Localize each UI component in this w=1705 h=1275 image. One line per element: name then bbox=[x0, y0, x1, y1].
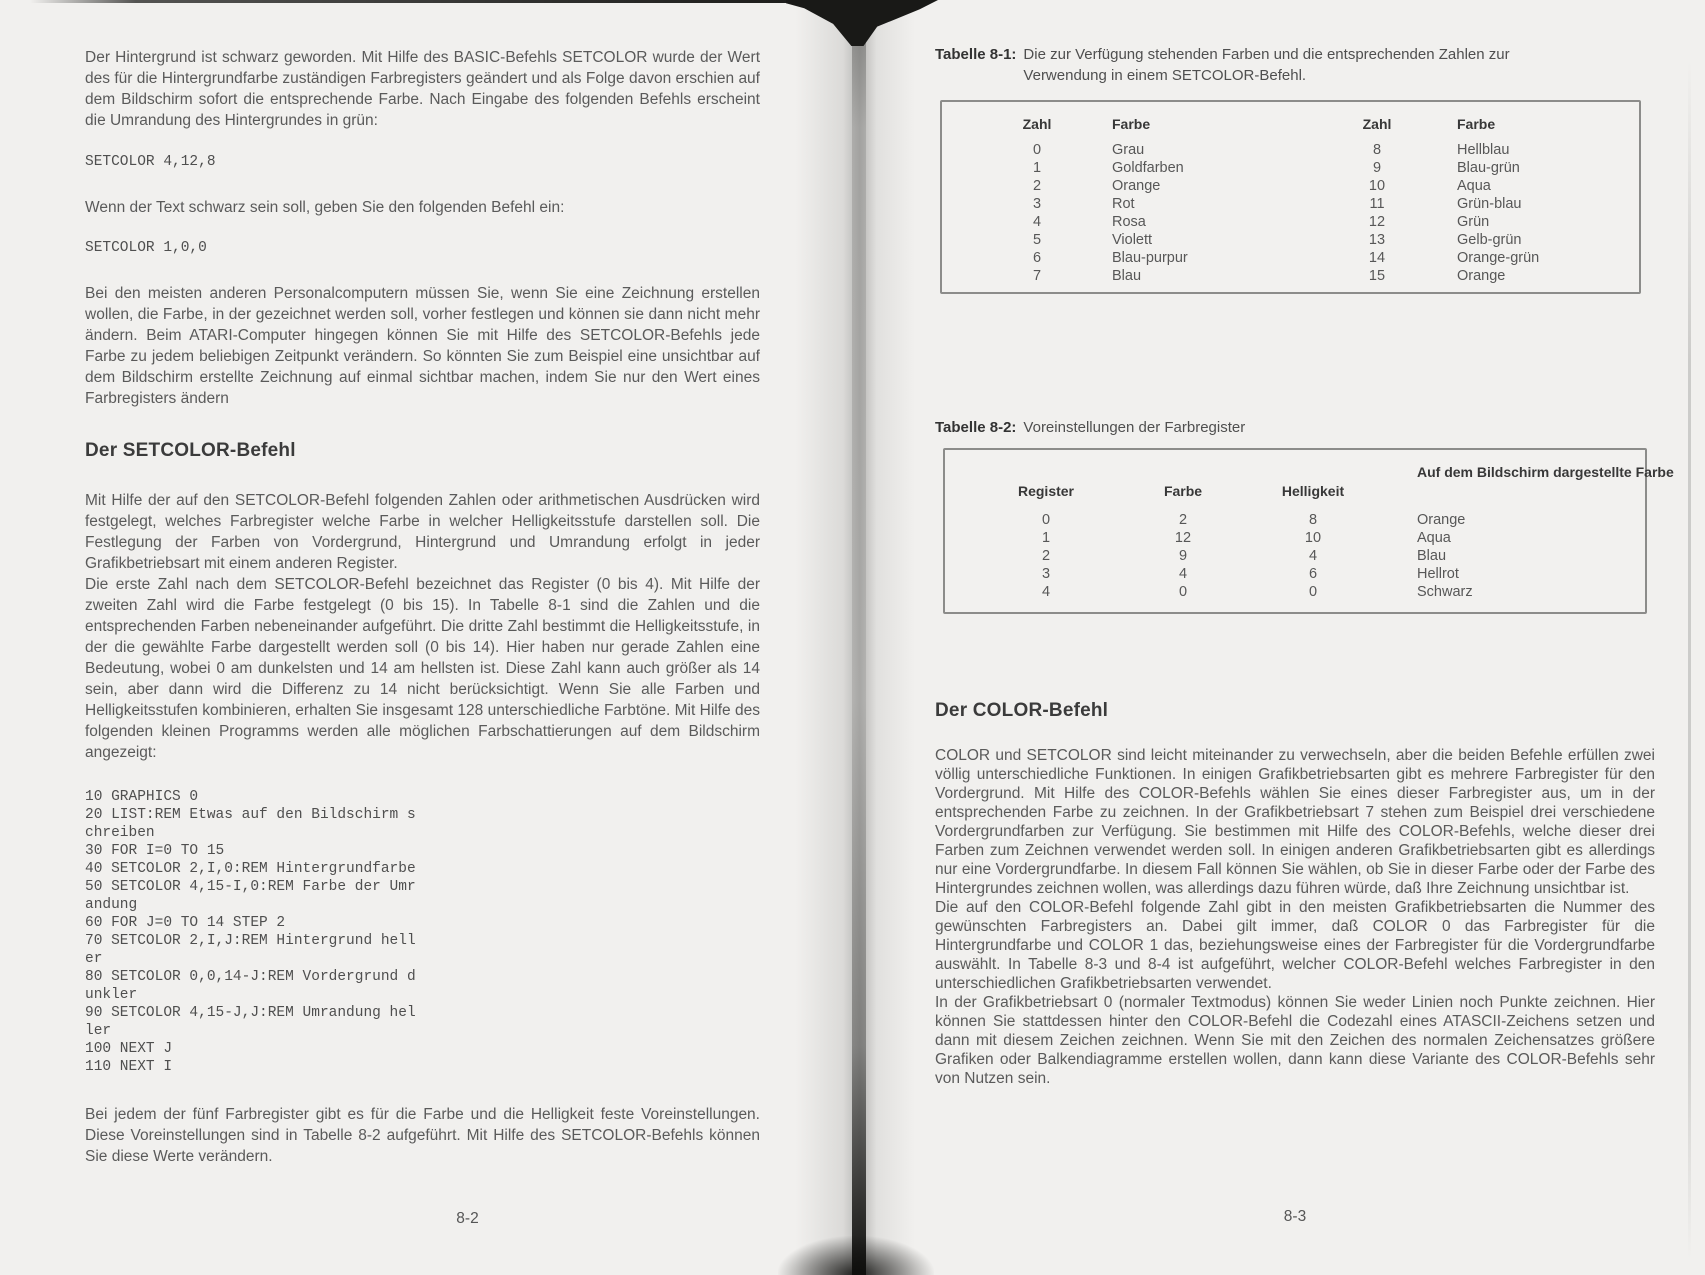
table-cell: Blau bbox=[1417, 548, 1447, 564]
table-cell: Orange bbox=[1112, 178, 1161, 194]
paragraph-text: In der Grafikbetriebsart 0 (normaler Textmodus) können Sie weder Linien noch Punkte zeichnen. Hier können Sie stattdessen hinter den COLOR-Befehl die Codezahl eines ATASCII-Zeichens setzen und dann mit diesem Zeichen zeichnen. Wenn Sie mit den Zeichen des normalen Zeichensatzes größere Grafiken oder Balkendiagramme erstellen wollen, dann kann diese Variante des COLOR-Befehls sehr von Nutzen sein. bbox=[935, 994, 1655, 1087]
table-cell: 1 bbox=[1041, 530, 1051, 546]
table-row bbox=[942, 196, 1639, 214]
table-cell: Schwarz bbox=[1417, 584, 1473, 600]
table-cell: 9 bbox=[1178, 548, 1188, 564]
paragraph-closing bbox=[85, 1104, 760, 1167]
table-cell: 6 bbox=[1032, 250, 1042, 266]
table-cell: 15 bbox=[1368, 268, 1386, 284]
page-stack-edge-artifact bbox=[1688, 60, 1691, 1260]
table-cell: 10 bbox=[1368, 178, 1386, 194]
paragraph-text: Bei den meisten anderen Personalcomputern müssen Sie, wenn Sie eine Zeichnung erstellen wollen, die Farbe, in der gezeichnet werden soll, vorher festlegen und können sie dann nicht mehr ändern. Beim ATARI-Computer hingegen können Sie mit Hilfe des SETCOLOR-Befehls jede Farbe zu jedem beliebigen Zeitpunkt verändern. So könnten Sie zum Beispiel eine unsichtbar auf dem Bildschirm erstellte Zeichnung auf einmal sichtbar machen, indem Sie nur den Wert eines Farbregisters ändern bbox=[85, 285, 760, 407]
column-header: Farbe bbox=[1163, 483, 1203, 499]
table-cell: 8 bbox=[1308, 512, 1318, 528]
table-row bbox=[942, 214, 1639, 232]
listing-line: andung bbox=[85, 897, 138, 913]
table-cell: Aqua bbox=[1457, 178, 1491, 194]
table-cell: 10 bbox=[1304, 530, 1322, 546]
listing-line: 30 FOR I=0 TO 15 bbox=[85, 843, 225, 859]
table-row bbox=[945, 512, 1645, 530]
section-heading-setcolor: Der SETCOLOR-Befehl bbox=[85, 440, 296, 461]
listing-line: 60 FOR J=0 TO 14 STEP 2 bbox=[85, 915, 286, 931]
table-row bbox=[942, 142, 1639, 160]
table-row bbox=[942, 250, 1639, 268]
basic-command-setcolor-1-0-0: SETCOLOR 1,0,0 bbox=[85, 240, 207, 256]
table-cell: Orange bbox=[1417, 512, 1466, 528]
page-number-left: 8-2 bbox=[456, 1210, 479, 1227]
table-row bbox=[945, 530, 1645, 548]
table-cell: 5 bbox=[1032, 232, 1042, 248]
table-cell: 4 bbox=[1041, 584, 1051, 600]
table-row bbox=[945, 566, 1645, 584]
program-listing bbox=[85, 788, 760, 1076]
table-cell: 12 bbox=[1368, 214, 1386, 230]
table-cell: 2 bbox=[1178, 512, 1188, 528]
page-number-right: 8-3 bbox=[1283, 1208, 1307, 1225]
table-cell: 11 bbox=[1369, 196, 1385, 212]
table-caption-label: Tabelle 8-1: bbox=[935, 46, 1017, 63]
table-cell: Blau-grün bbox=[1457, 160, 1520, 176]
table-8-2 bbox=[943, 448, 1674, 614]
listing-line: 100 NEXT J bbox=[85, 1041, 173, 1057]
table-cell: Hellrot bbox=[1417, 566, 1459, 582]
table-cell: Orange bbox=[1457, 268, 1506, 284]
table-cell: Grün-blau bbox=[1457, 196, 1522, 212]
section-body-color bbox=[935, 746, 1655, 1088]
table-cell: 7 bbox=[1032, 268, 1042, 284]
table-8-1 bbox=[940, 100, 1641, 294]
paragraph-text: Die auf den COLOR-Befehl folgende Zahl gibt in den meisten Grafikbetriebsarten die Nummer des gewünschten Farbregisters an. Dabei gilt immer, daß COLOR 0 das Farbregister für die Hintergrundfarbe und COLOR 1 das, beziehungsweise eines der Farbregister für die Vordergrundfarbe auswählt. In Tabelle 8-3 und 8-4 ist aufgeführt, welcher COLOR-Befehl welches Farbregister in den unterschiedlichen Grafikbetriebsarten verwendet. bbox=[935, 899, 1655, 992]
section-heading-color: Der COLOR-Befehl bbox=[935, 700, 1109, 721]
table-cell: 14 bbox=[1368, 250, 1386, 266]
column-header: Zahl bbox=[1362, 116, 1392, 132]
listing-line: 70 SETCOLOR 2,I,J:REM Hintergrund hell bbox=[85, 933, 416, 949]
listing-line: 110 NEXT I bbox=[85, 1059, 173, 1075]
table-cell: 13 bbox=[1368, 232, 1386, 248]
table-cell: 2 bbox=[1041, 548, 1051, 564]
table-cell: 12 bbox=[1174, 530, 1192, 546]
table-cell: 1 bbox=[1032, 160, 1042, 176]
column-header: Register bbox=[1017, 483, 1075, 499]
column-header: Farbe bbox=[1457, 116, 1496, 132]
listing-line: er bbox=[85, 951, 103, 967]
listing-line: unkler bbox=[85, 987, 138, 1003]
table-cell: Aqua bbox=[1417, 530, 1451, 546]
table-cell: 4 bbox=[1308, 548, 1318, 564]
column-header: Zahl bbox=[1022, 116, 1052, 132]
listing-line: ler bbox=[85, 1023, 112, 1039]
table-cell: 4 bbox=[1032, 214, 1042, 230]
table-cell: 3 bbox=[1041, 566, 1051, 582]
table-cell: 6 bbox=[1308, 566, 1318, 582]
table-cell: 0 bbox=[1178, 584, 1188, 600]
table-caption-text: Die zur Verfügung stehenden Farben und die entsprechenden Zahlen zur Verwendung in einem SETCOLOR-Befehl. bbox=[1023, 46, 1510, 84]
listing-line: 50 SETCOLOR 4,15-I,0:REM Farbe der Umr bbox=[85, 879, 416, 895]
column-header: Auf dem Bildschirm dargestellte Farbe bbox=[1417, 464, 1674, 480]
listing-line: 90 SETCOLOR 4,15-J,J:REM Umrandung hel bbox=[85, 1005, 416, 1021]
table-cell: 4 bbox=[1178, 566, 1188, 582]
table-cell: Orange-grün bbox=[1457, 250, 1540, 266]
table-header-row bbox=[942, 116, 1639, 134]
table-row bbox=[945, 548, 1645, 566]
table-8-2-caption bbox=[935, 417, 1655, 438]
table-cell: 8 bbox=[1372, 142, 1382, 158]
listing-line: chreiben bbox=[85, 825, 155, 841]
table-cell: 3 bbox=[1032, 196, 1042, 212]
table-caption-label: Tabelle 8-2: bbox=[935, 419, 1017, 436]
table-row bbox=[942, 160, 1639, 178]
table-cell: Grün bbox=[1457, 214, 1490, 230]
table-row bbox=[942, 268, 1639, 286]
paragraph-text: Die erste Zahl nach dem SETCOLOR-Befehl bezeichnet das Register (0 bis 4). Mit Hilfe der zweiten Zahl wird die Farbe festgelegt (0 bis 15). In Tabelle 8-1 sind die Zahlen und die entsprechenden Farben nebeneinander aufgeführt. Die dritte Zahl bestimmt die Helligkeitsstufe, in der die gewählte Farbe dargestellt werden soll (0 bis 14). Hier haben nur gerade Zahlen eine Bedeutung, wobei 0 am dunkelsten und 14 am hellsten ist. Diese Zahl kann auch größer als 14 sein, aber dann wird die Differenz zu 14 nicht berücksichtigt. Wenn Sie alle Farben und Helligkeitsstufen kombinieren, erhalten Sie insgesamt 128 unterschiedliche Farbtöne. Mit Hilfe des folgenden kleinen Programms werden alle möglichen Farbschattierungen auf dem Bildschirm angezeigt: bbox=[85, 576, 760, 761]
table-cell: Grau bbox=[1112, 142, 1145, 158]
listing-line: 40 SETCOLOR 2,I,0:REM Hintergrundfarbe bbox=[85, 861, 416, 877]
listing-line: 80 SETCOLOR 0,0,14-J:REM Vordergrund d bbox=[85, 969, 416, 985]
listing-line: 10 GRAPHICS 0 bbox=[85, 789, 199, 805]
table-cell: Gelb-grün bbox=[1457, 232, 1522, 248]
table-cell: Rosa bbox=[1112, 214, 1146, 230]
book-gutter-line bbox=[852, 0, 866, 1275]
paragraph-text: Wenn der Text schwarz sein soll, geben Sie den folgenden Befehl ein: bbox=[85, 199, 565, 216]
book-gutter-bottom-shadow bbox=[778, 1236, 934, 1275]
table-caption-text: Voreinstellungen der Farbregister bbox=[1023, 419, 1246, 436]
section-body-setcolor bbox=[85, 490, 760, 763]
table-cell: Blau-purpur bbox=[1112, 250, 1188, 266]
left-page bbox=[85, 0, 760, 1275]
table-cell: Violett bbox=[1112, 232, 1153, 248]
paragraph-text: Mit Hilfe der auf den SETCOLOR-Befehl folgenden Zahlen oder arithmetischen Ausdrücken wird festgelegt, welches Farbregister welche Farbe in welcher Helligkeitsstufe darstellen soll. Die Festlegung der Farben von Vordergrund, Hintergrund und Umrandung erfolgt in jeder Grafikbetriebsart mit einem anderen Register. bbox=[85, 492, 760, 572]
paragraph-text: Der Hintergrund ist schwarz geworden. Mit Hilfe des BASIC-Befehls SETCOLOR wurde der Wert des für die Hintergrundfarbe zuständigen Farbregisters geändert und als Folge davon erschien auf dem Bildschirm sofort die entsprechende Farbe. Nach Eingabe des folgenden Befehls erscheint die Umrandung des Hintergrundes in grün: bbox=[85, 49, 760, 129]
paragraph-text-black bbox=[85, 197, 760, 218]
table-row bbox=[942, 232, 1639, 250]
right-page bbox=[935, 0, 1674, 1275]
column-header: Helligkeit bbox=[1281, 483, 1345, 499]
table-cell: 0 bbox=[1032, 142, 1042, 158]
table-cell: Rot bbox=[1112, 196, 1135, 212]
table-row bbox=[942, 178, 1639, 196]
paragraph-text: COLOR und SETCOLOR sind leicht miteinander zu verwechseln, aber die beiden Befehle erfüllen zwei völlig unterschiedliche Funktionen. In einigen Grafikbetriebsarten gibt es mehrere Farbregister für den Vordergrund. Mit Hilfe des COLOR-Befehls wählen Sie eines dieser Farbregister aus, um in der entsprechenden Farbe zu zeichnen. In der Grafikbetriebsart 7 stehen zum Beispiel drei verschiedene Vordergrundfarben zur Verfügung. Sie bestimmen mit Hilfe des COLOR-Befehls, welche dieser drei Farben zum Zeichnen verwendet werden soll. In einigen anderen Grafikbetriebsarten gibt es allerdings nur eine Vordergrundfarbe. In diesem Fall können Sie wählen, ob Sie in dieser Farbe oder der Farbe des Hintergrundes zeichnen wollen, was allerdings dazu führen würde, daß Ihre Zeichnung unsichtbar ist. bbox=[935, 747, 1655, 897]
table-cell: 0 bbox=[1308, 584, 1318, 600]
listing-line: 20 LIST:REM Etwas auf den Bildschirm s bbox=[85, 807, 416, 823]
table-cell: Goldfarben bbox=[1112, 160, 1184, 176]
paragraph-other-computers bbox=[85, 283, 760, 409]
table-cell: Hellblau bbox=[1457, 142, 1510, 158]
table-cell: 0 bbox=[1041, 512, 1051, 528]
paragraph-text: Bei jedem der fünf Farbregister gibt es für die Farbe und die Helligkeit feste Voreinstellungen. Diese Voreinstellungen sind in Tabelle 8-2 aufgeführt. Mit Hilfe des SETCOLOR-Befehls können Sie diese Werte verändern. bbox=[85, 1106, 760, 1165]
table-8-1-caption bbox=[935, 44, 1655, 86]
table-cell: 2 bbox=[1032, 178, 1042, 194]
table-row bbox=[945, 584, 1645, 602]
column-header: Farbe bbox=[1112, 116, 1151, 132]
basic-command-setcolor-4-12-8: SETCOLOR 4,12,8 bbox=[85, 154, 216, 170]
table-header-row bbox=[945, 483, 1645, 501]
table-cell: Blau bbox=[1112, 268, 1142, 284]
table-cell: 9 bbox=[1372, 160, 1382, 176]
paragraph-intro bbox=[85, 47, 760, 131]
